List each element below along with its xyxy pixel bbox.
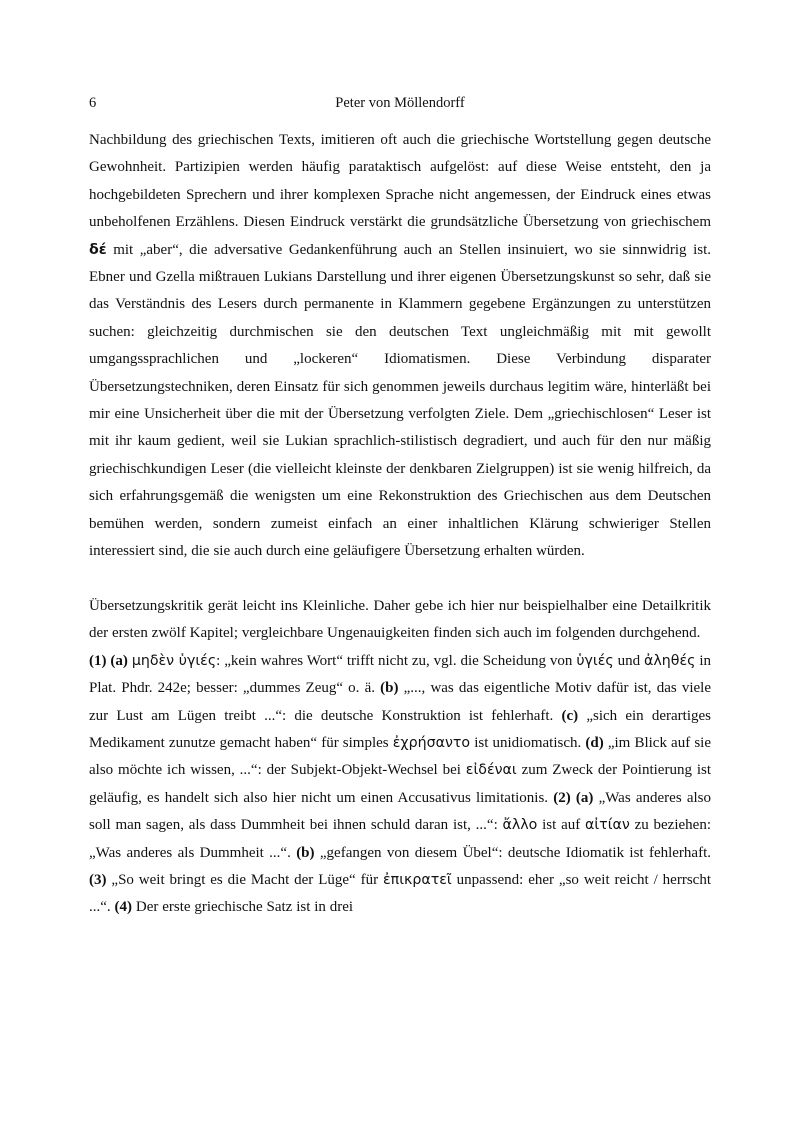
paragraph-3	[89, 648, 711, 922]
running-title: Peter von Möllendorff	[335, 95, 465, 111]
greek-term-de: δέ	[89, 241, 107, 258]
item-marker-1c: (c)	[561, 707, 579, 724]
item-marker-2a: (a)	[575, 789, 594, 806]
paragraph-3-segment-1: : „kein wahres Wort“ trifft nicht zu, vgl. die Scheidung von	[216, 652, 577, 669]
paragraph-3-segment-14: unpassend: eher „so weit reicht / herrscht ...“.	[89, 871, 711, 916]
paragraph-3-segment-5: „sich ein derartiges Medikament zunutze gemacht haben“ für simples	[89, 707, 711, 751]
greek-term-alethes: ἀληθές	[644, 652, 696, 669]
paragraph-3-segment-6: ist unidiomatisch.	[470, 734, 586, 751]
paragraph-3-segment-15: Der erste griechische Satz ist in drei	[132, 899, 354, 916]
greek-term-aitian: αἰτίαν	[585, 817, 630, 834]
item-marker-1d: (d)	[585, 734, 604, 751]
page-header	[89, 93, 711, 113]
page-body	[89, 127, 711, 922]
greek-term-eidenai: εἰδέναι	[465, 762, 517, 779]
paragraph-3-segment-7: „im Blick auf sie also möchte ich wissen, ...“: der Subjekt-Objekt-Wechsel bei	[89, 734, 711, 779]
paragraph-1-segment-1: Nachbildung des griechischen Texts, imitieren oft auch die griechische Wortstellung gegen deutsche Gewohnheit. Partizipien werden häufig parataktisch aufgelöst: auf diese Weise entsteht, den ja hochgebildeten Sprechern und ihrer komplexen Sprache nicht angemessen, der Eindruck eines etwas unbeholfenen Erzählens. Diesen Eindruck verstärkt die grundsätzliche Übersetzung von griechischem	[89, 132, 711, 231]
paragraph-3-segment-12: „gefangen von diesem Übel“: deutsche Idiomatik ist fehlerhaft.	[314, 844, 711, 861]
item-marker-2b: (b)	[296, 844, 315, 861]
paragraph-3-segment-3: in Plat. Phdr. 242e; besser: „dummes Zeug“ o. ä.	[89, 652, 712, 697]
paragraph-3-segment-4: „..., was das eigentliche Motiv dafür ist, das viele zur Lust am Lügen treibt ...“: die deutsche Konstruktion ist fehlerhaft.	[89, 680, 711, 724]
paragraph-3-segment-9: „Was anderes also soll man sagen, als dass Dummheit bei ihnen schuld daran ist, ...“:	[89, 789, 711, 834]
item-marker-2: (2)	[553, 789, 571, 806]
paragraph-3-segment-10: ist auf	[537, 817, 586, 834]
paragraph-1	[89, 127, 711, 566]
greek-term-meden-ygies: μηδὲν ὑγιές	[131, 652, 217, 669]
greek-term-epikratei: ἐπικρατεῖ	[382, 871, 452, 888]
page-number: 6	[89, 95, 97, 111]
item-marker-1: (1)	[89, 652, 107, 669]
greek-term-echresanto: ἐχρήσαντο	[392, 734, 471, 751]
item-marker-3: (3)	[89, 871, 107, 888]
paragraph-3-segment-8: zum Zweck der Pointierung ist geläufig, es handelt sich also hier nicht um einen Accusativus limitationis.	[89, 762, 711, 806]
greek-term-ygies: ὑγιές	[576, 652, 614, 669]
greek-term-allo: ἄλλο	[502, 817, 538, 834]
item-marker-4: (4)	[114, 899, 133, 916]
paragraph-2: Übersetzungskritik gerät leicht ins Kleinliche. Daher gebe ich hier nur beispielhalber eine Detailkritik der ersten zwölf Kapitel; vergleichbare Ungenauigkeiten finden sich auch im folgenden durchgehend.	[89, 597, 711, 642]
item-marker-1b: (b)	[380, 680, 399, 697]
paragraph-3-segment-11: zu beziehen: „Was anderes als Dummheit ...“.	[89, 817, 711, 861]
paragraph-3-segment-13: „So weit bringt es die Macht der Lüge“ für	[106, 871, 383, 888]
paragraph-3-segment-2: und	[613, 652, 645, 669]
item-marker-1a: (a)	[110, 652, 128, 669]
paragraph-1-segment-2: mit „aber“, die adversative Gedankenführung auch an Stellen insinuiert, wo sie sinnwidrig ist. Ebner und Gzella mißtrauen Lukians Darstellung und ihrer eigenen Übersetzungskunst so sehr, daß sie das Verständnis des Lesers durch permanente in Klammern gegebene Ergänzungen zu unterstützen suchen: gleichzeitig durchmischen sie den deutschen Text ungleichmäßig mit mit gewollt umgangssprachlichen und „lockeren“ Idiomatismen. Diese Verbindung disparater Übersetzungstechniken, deren Einsatz für sich genommen jeweils durchaus legitim wäre, hinterläßt bei mir eine Unsicherheit über die mit der Übersetzung verfolgten Ziele. Dem „griechischlosen“ Leser ist mit ihr kaum gedient, weil sie Lukian sprachlich-stilistisch degradiert, und auch für den nur mäßig griechischkundigen Leser (die vielleicht kleinste der denkbaren Zielgruppen) ist sie wenig hilfreich, da sich erfahrungsgemäß die wenigsten um eine Rekonstruktion des Griechischen aus dem Deutschen bemühen werden, sondern zumeist einfach an einer inhaltlichen Klärung schwieriger Stellen interessiert sind, die sie auch durch eine geläufigere Übersetzung erhalten würden.	[89, 241, 711, 560]
